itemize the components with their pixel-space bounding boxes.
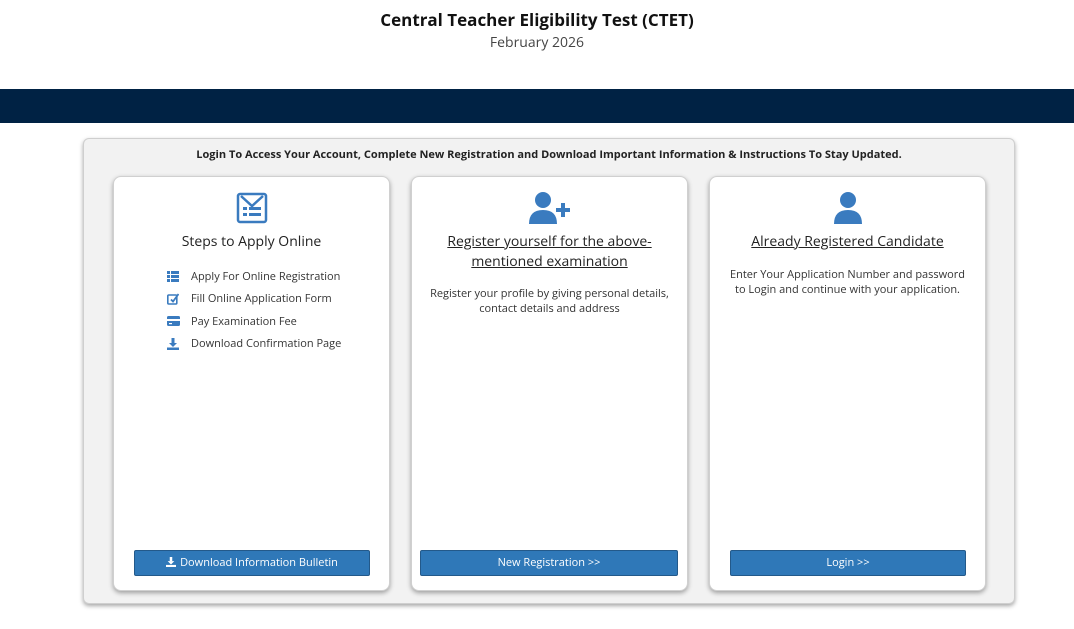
steps-title: Steps to Apply Online bbox=[181, 232, 322, 251]
download-icon bbox=[167, 338, 191, 350]
steps-list bbox=[167, 265, 341, 355]
list-item bbox=[167, 310, 341, 333]
download-icon bbox=[166, 557, 176, 567]
register-card bbox=[411, 176, 688, 591]
login-title-link[interactable]: Already Registered Candidate bbox=[751, 232, 944, 251]
page-header bbox=[0, 0, 1074, 89]
register-title-link[interactable]: Register yourself for the above-mentioned examination bbox=[447, 232, 652, 271]
register-description: Register your profile by giving personal details, contact details and address bbox=[430, 286, 669, 316]
login-description: Enter Your Application Number and password to Login and continue with your application. bbox=[729, 267, 966, 297]
download-bulletin-button[interactable] bbox=[134, 550, 370, 576]
navigation-bar bbox=[0, 89, 1074, 123]
download-bulletin-label: Download Information Bulletin bbox=[180, 555, 338, 570]
panel-heading: Login To Access Your Account, Complete New Registration and Download Important Information & Instructions To Stay Updated. bbox=[196, 147, 902, 162]
list-icon bbox=[167, 271, 191, 282]
login-button[interactable]: Login >> bbox=[730, 550, 966, 576]
step-label: Fill Online Application Form bbox=[191, 291, 332, 307]
credit-card-icon bbox=[167, 316, 191, 326]
main-panel bbox=[83, 138, 1015, 604]
page-subtitle: February 2026 bbox=[489, 33, 585, 52]
list-item bbox=[167, 265, 341, 288]
user-plus-icon bbox=[412, 191, 687, 230]
page-title: Central Teacher Eligibility Test (CTET) bbox=[380, 8, 694, 31]
edit-icon bbox=[167, 293, 191, 305]
step-label: Download Confirmation Page bbox=[191, 336, 342, 352]
list-item bbox=[167, 333, 341, 356]
step-label: Apply For Online Registration bbox=[191, 268, 341, 284]
steps-card bbox=[113, 176, 390, 591]
list-item bbox=[167, 288, 341, 311]
login-card bbox=[709, 176, 986, 591]
new-registration-button[interactable]: New Registration >> bbox=[420, 550, 678, 576]
user-icon bbox=[710, 191, 985, 230]
newsletter-icon bbox=[114, 192, 389, 229]
step-label: Pay Examination Fee bbox=[191, 313, 297, 329]
